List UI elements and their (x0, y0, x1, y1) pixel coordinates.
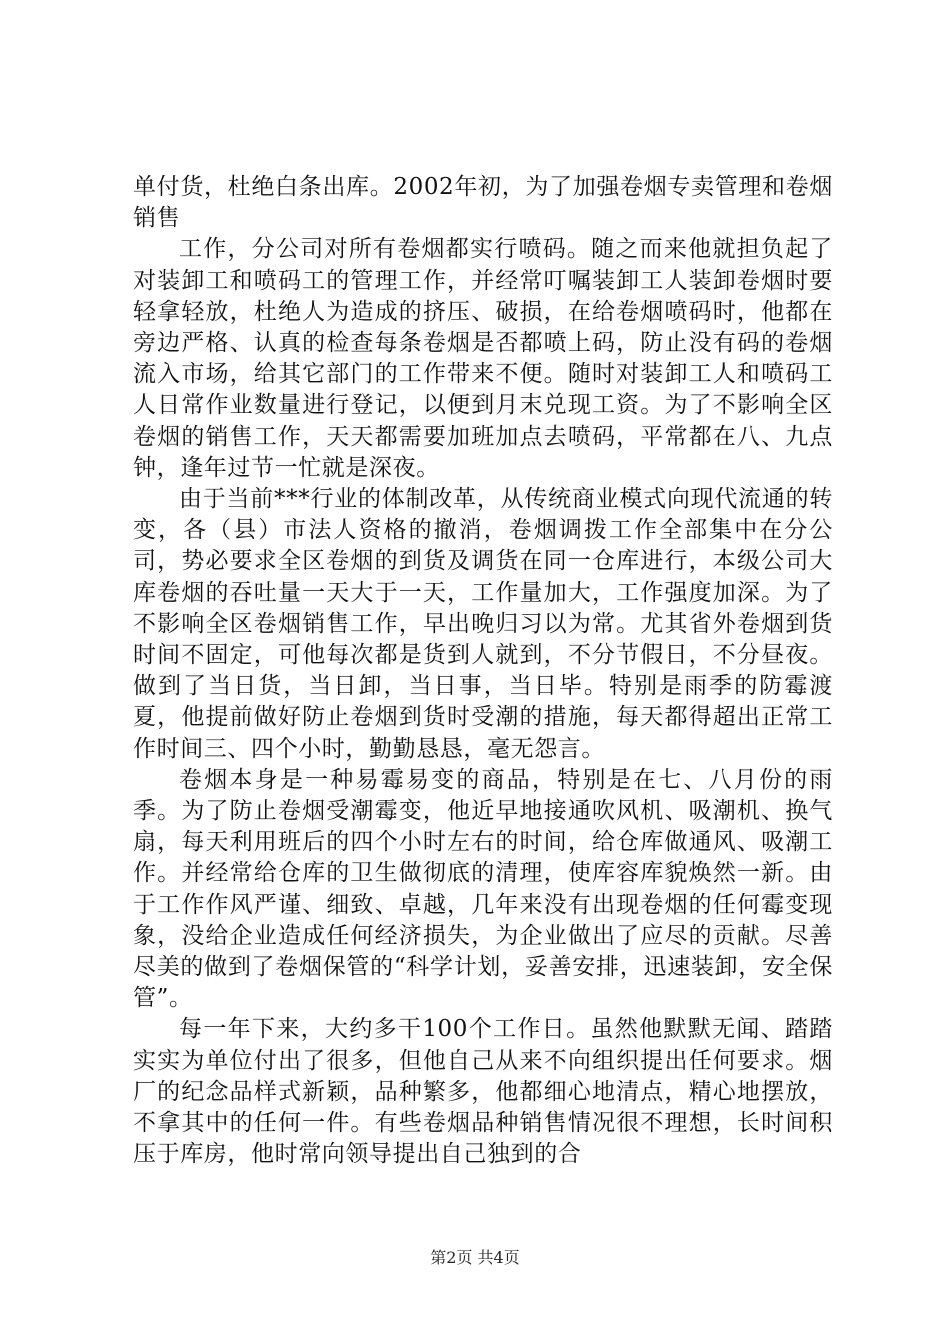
paragraph-3: 由于当前***行业的体制改革，从传统商业模式向现代流通的转变，各（县）市法人资格的撤消，卷烟调拨工作全部集中在分公司，势必要求全区卷烟的到货及调货在同一仓库进行，本级公司大库卷烟的吞吐量一天大于一天，工作量加大，工作强度加深。为了不影响全区卷烟销售工作，早出晚归习以为常。尤其省外卷烟到货时间不固定，可他每次都是货到人就到，不分节假日，不分昼夜。做到了当日货，当日卸，当日事，当日毕。特别是雨季的防霉渡夏，他提前做好防止卷烟到货时受潮的措施，每天都得超出正常工作时间三、四个小时，勤勤恳恳，毫无怨言。 (133, 486, 833, 762)
paragraph-2: 工作，分公司对所有卷烟都实行喷码。随之而来他就担负起了对装卸工和喷码工的管理工作，并经常叮嘱装卸工人装卸卷烟时要轻拿轻放，杜绝人为造成的挤压、破损，在给卷烟喷码时，他都在旁边严格、认真的检查每条卷烟是否都喷上码，防止没有码的卷烟流入市场，给其它部门的工作带来不便。随时对装卸工人和喷码工人日常作业数量进行登记，以便到月末兑现工资。为了不影响全区卷烟的销售工作，天天都需要加班加点去喷码，平常都在八、九点钟，逢年过节一忙就是深夜。 (133, 236, 833, 481)
paragraph-5: 每一年下来，大约多干100个工作日。虽然他默默无闻、踏踏实实为单位付出了很多，但他自己从来不向组织提出任何要求。烟厂的纪念品样式新颖，品种繁多，他都细心地清点，精心地摆放，不拿其中的任何一件。有些卷烟品种销售情况很不理想，长时间积压于库房，他时常向领导提出自己独到的合 (133, 1016, 833, 1168)
paragraph-1: 单付货，杜绝白条出库。2002年初，为了加强卷烟专卖管理和卷烟销售 (133, 174, 833, 232)
document-body (133, 172, 833, 1171)
page-footer: 第2页 共4页 (430, 1248, 520, 1267)
paragraph-4: 卷烟本身是一种易霉易变的商品，特别是在七、八月份的雨季。为了防止卷烟受潮霉变，他近早地接通吹风机、吸潮机、换气扇，每天利用班后的四个小时左右的时间，给仓库做通风、吸潮工作。并经常给仓库的卫生做彻底的清理，使库容库貌焕然一新。由于工作作风严谨、细致、卓越，几年来没有出现卷烟的任何霉变现象，没给企业造成任何经济损失，为企业做出了应尽的贡献。尽善尽美的做到了卷烟保管的“科学计划，妥善安排，迅速装卸，安全保管”。 (133, 766, 833, 1012)
